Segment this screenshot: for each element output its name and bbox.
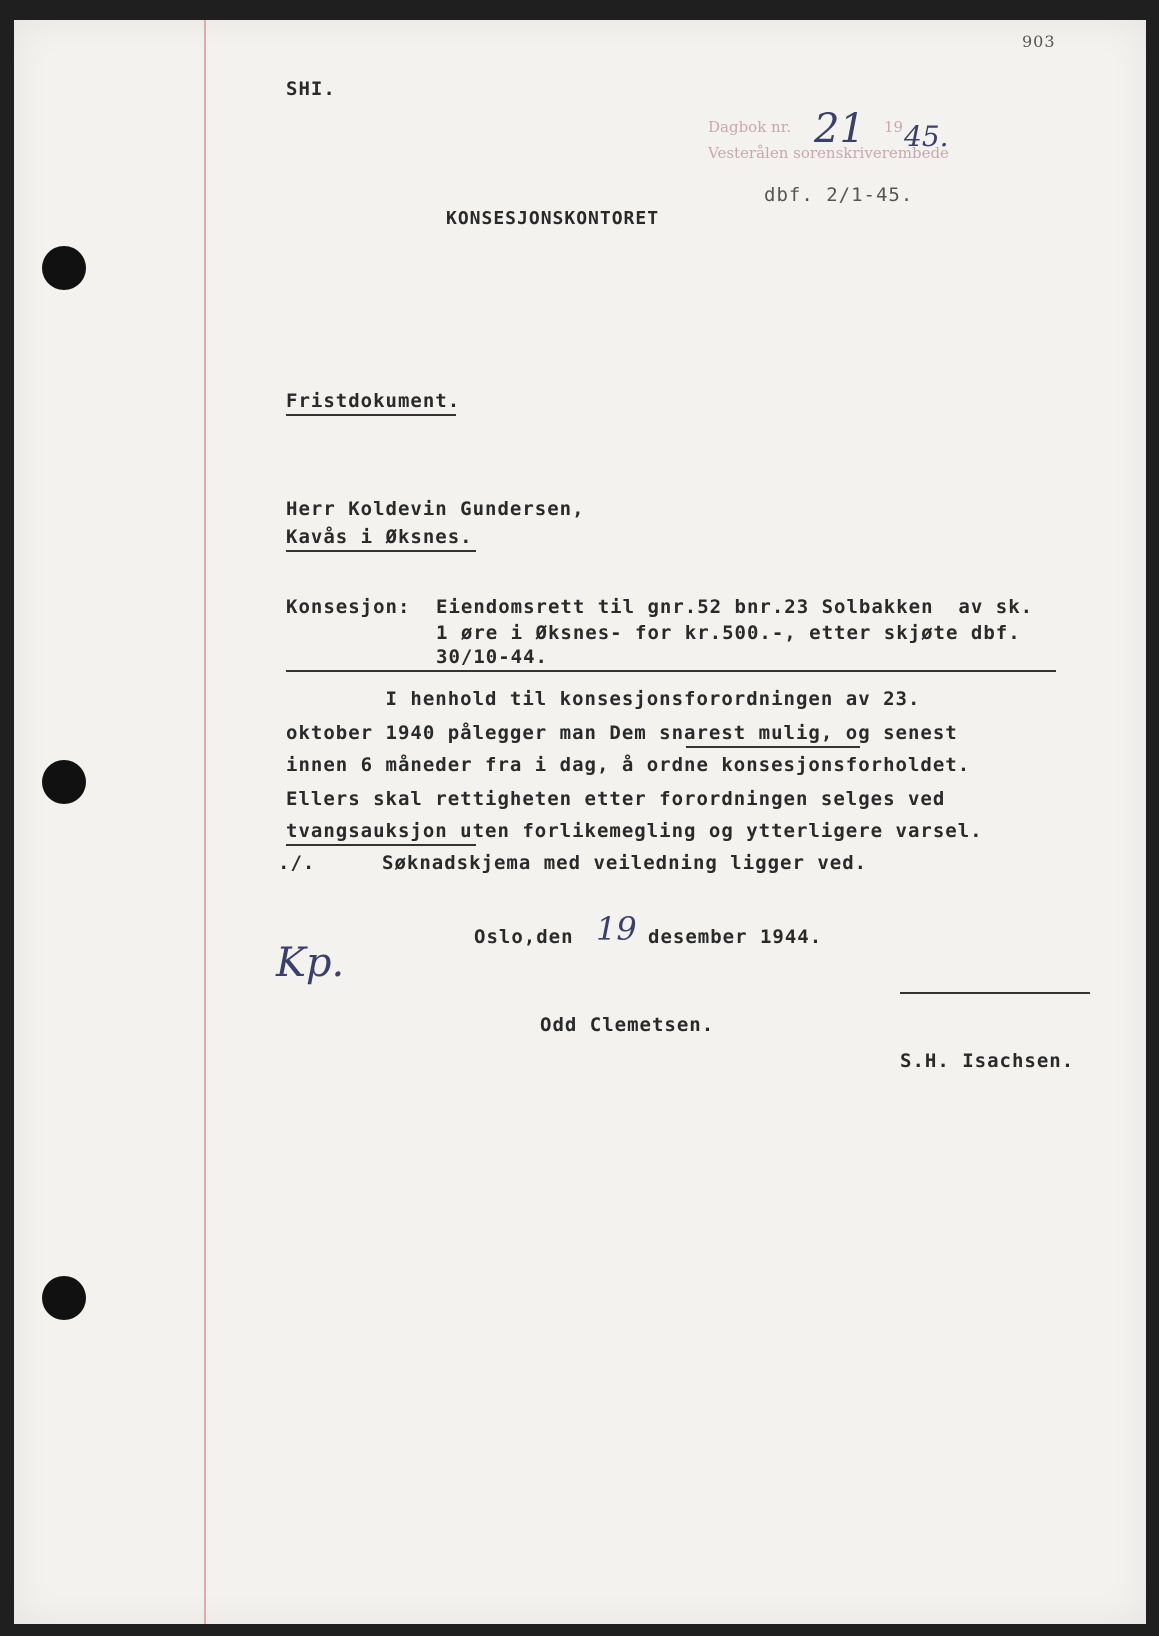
- subject-label: Konsesjon:: [286, 596, 411, 618]
- stamp-journal-label: Dagbok nr.: [708, 118, 792, 136]
- initials: SHI.: [286, 78, 336, 100]
- subject-line-3: 30/10-44.: [436, 646, 548, 668]
- document-type: Fristdokument.: [286, 390, 461, 412]
- body-line-5: tvangsauksjon uten forlikemegling og ytterligere varsel.: [286, 820, 983, 842]
- body-line-4: Ellers skal rettigheten etter forordningen selges ved: [286, 788, 946, 810]
- body-line-1: I henhold til konsesjonsforordningen av 23.: [286, 688, 921, 710]
- address-underline: [286, 550, 476, 552]
- recipient-address: Kavås i Øksnes.: [286, 526, 473, 548]
- journal-year-handwritten: 45.: [904, 120, 949, 153]
- snarest-underline: [686, 746, 860, 748]
- document-type-underline: [286, 414, 456, 416]
- page-number: 903: [1022, 32, 1056, 51]
- punch-hole-top: [42, 246, 86, 290]
- punch-hole-middle: [42, 760, 86, 804]
- stamp-office: Vesterålen sorenskriverembede: [708, 144, 949, 162]
- document-page: [14, 20, 1146, 1624]
- punch-hole-bottom: [42, 1276, 86, 1320]
- subject-separator: [286, 670, 1056, 672]
- handwritten-initials: Kp.: [276, 940, 345, 986]
- tvangsauksjon-underline: [286, 844, 476, 846]
- subject-line-2: 1 øre i Øksnes- for kr.500.-, etter skjøte dbf.: [436, 622, 1021, 644]
- enclosure-mark: ./.: [278, 852, 316, 874]
- margin-line: [204, 20, 206, 1624]
- body-line-6: Søknadskjema med veiledning ligger ved.: [382, 852, 868, 874]
- journal-number-handwritten: 21: [814, 106, 865, 152]
- body-line-3: innen 6 måneder fra i dag, å ordne konsesjonsforholdet.: [286, 754, 971, 776]
- stamp-year-label: 19: [884, 118, 904, 136]
- signature-right: S.H. Isachsen.: [900, 1050, 1075, 1072]
- registered-date: dbf. 2/1-45.: [764, 184, 914, 206]
- body-line-2: oktober 1940 pålegger man Dem snarest mulig, og senest: [286, 722, 958, 744]
- date-prefix: Oslo,den: [474, 926, 574, 948]
- date-suffix: desember 1944.: [648, 926, 823, 948]
- signature-left: Odd Clemetsen.: [540, 1014, 715, 1036]
- office-title: KONSESJONSKONTORET: [446, 208, 660, 229]
- subject-line-1: Eiendomsrett til gnr.52 bnr.23 Solbakken av sk.: [436, 596, 1034, 618]
- recipient-name: Herr Koldevin Gundersen,: [286, 498, 585, 520]
- signature-line: [900, 992, 1090, 994]
- date-day-handwritten: 19: [596, 910, 637, 948]
